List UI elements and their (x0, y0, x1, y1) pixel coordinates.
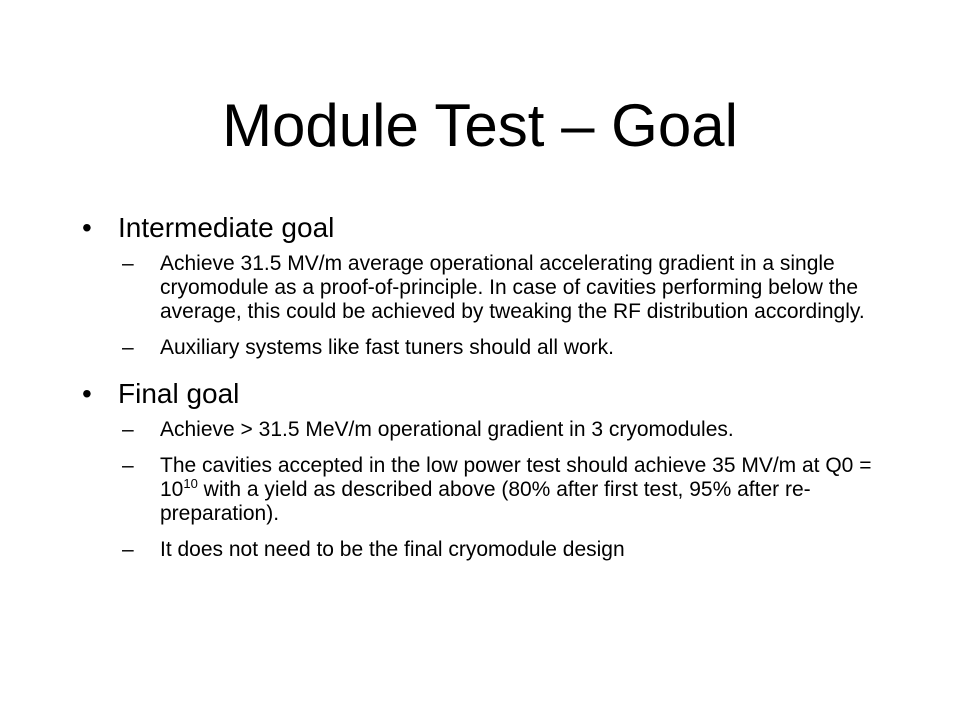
superscript-exponent: 10 (183, 476, 198, 491)
dash-marker: – (122, 336, 134, 359)
sub-list-final-goal (82, 418, 882, 562)
bullet-marker: • (82, 378, 92, 409)
slide-title: Module Test – Goal (222, 92, 738, 159)
bullet-heading: Final goal (118, 378, 240, 409)
sub-item-text: Achieve > 31.5 MeV/m operational gradient in 3 cryomodules. (160, 418, 734, 441)
bullet-marker: • (82, 212, 92, 243)
dash-marker: – (122, 418, 134, 441)
sub-list-intermediate-goal (82, 252, 882, 360)
dash-marker: – (122, 252, 134, 275)
slide-content (82, 210, 882, 574)
sub-item (118, 454, 882, 526)
bullet-intermediate-goal (82, 210, 882, 246)
sub-item-text (160, 454, 871, 525)
sub-item-text: Achieve 31.5 MV/m average operational accelerating gradient in a single cryomodule as a proof-of-principle. In case of cavities performing below the average, this could be achieved by tweaking the RF distribution accordingly. (160, 252, 865, 323)
dash-marker: – (122, 454, 134, 477)
sub-item-text-before: The cavities accepted in the low power test should achieve 35 MV/m at Q0 = 10 (160, 454, 872, 501)
sub-item (118, 538, 882, 562)
sub-item-text: Auxiliary systems like fast tuners should all work. (160, 336, 614, 359)
sub-item (118, 252, 882, 324)
sub-item (118, 418, 882, 442)
sub-item-text: It does not need to be the final cryomodule design (160, 538, 625, 561)
dash-marker: – (122, 538, 134, 561)
bullet-heading: Intermediate goal (118, 212, 335, 243)
sub-item-text-after: with a yield as described above (80% after first test, 95% after re-preparation). (160, 478, 811, 525)
bullet-final-goal (82, 376, 882, 412)
sub-item (118, 336, 882, 360)
